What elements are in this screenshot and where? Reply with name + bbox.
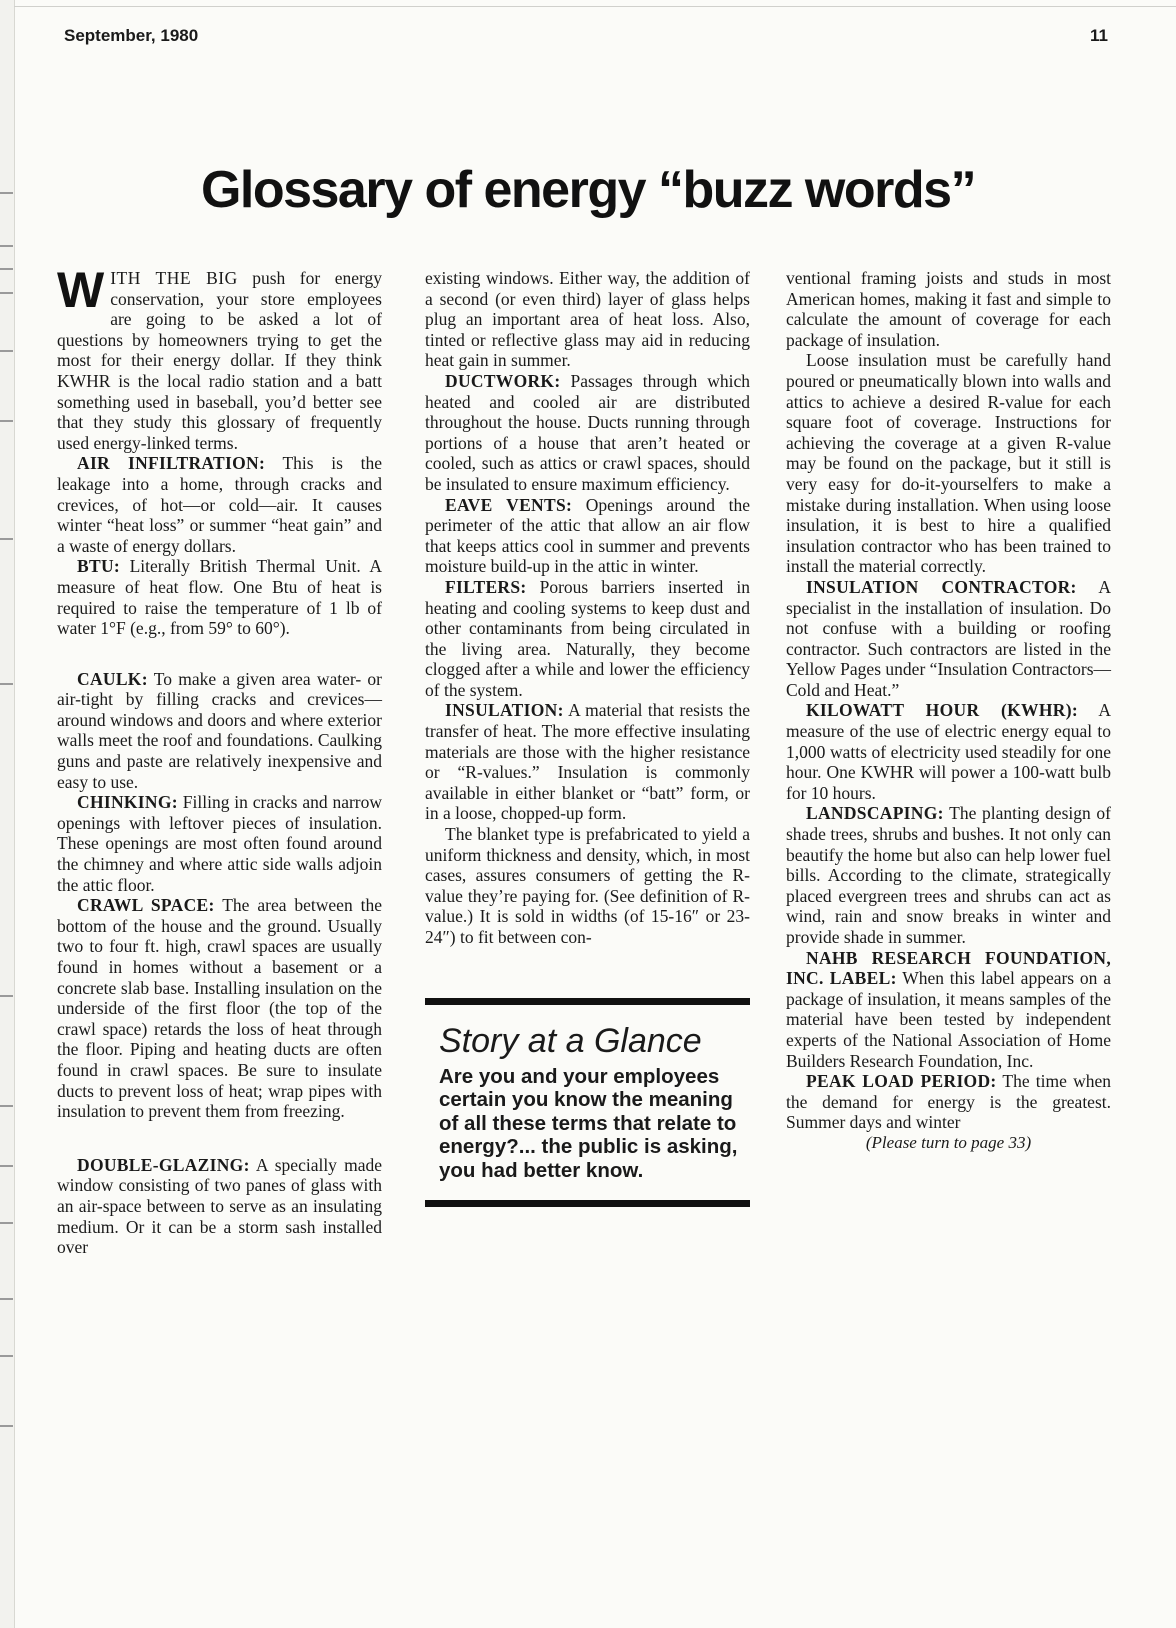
glossary-definition: The planting design of shade trees, shrubs and bushes. It not only can beautify the home but also can help lower fuel bills. According to the climate, strategically placed evergreen trees and shrubs can act as wind, rain and snow breaks in winter and provide shade in summer. <box>786 803 1111 947</box>
glossary-term: BTU: <box>77 556 121 577</box>
glossary-entry-eave-vents <box>425 495 750 577</box>
glossary-definition: Openings around the perimeter of the attic that allow an air flow that keeps attics cool in summer and prevents moisture build-up in the attic in winter. <box>425 494 750 577</box>
column-2 <box>425 268 750 1207</box>
continued-on-page-note: (Please turn to page 33) <box>865 1132 1032 1152</box>
column-3 <box>786 268 1111 1154</box>
glossary-definition: To make a given area water- or air-tight by filling cracks and crevices—around windows and doors and where exterior walls meet the roof and foundations. Caulking guns and paste are relatively inexpensive and easy to use. <box>57 668 382 792</box>
glossary-entry-filters <box>425 577 750 701</box>
insulation-paragraph-2: The blanket type is prefabricated to yield a uniform thickness and density, which, in most cases, assures consumers of getting the R-value they’re paying for. (See definition of R-value.) It is sold in widths (of 15-16″ or 23-24″) to fit between con- <box>425 824 750 947</box>
intro-lead: ITH THE BIG <box>110 268 238 288</box>
intro-paragraph <box>57 262 382 453</box>
glossary-term: INSULATION: <box>445 700 564 721</box>
story-box-body: Are you and your employees certain you know the meaning of all these terms that relate to energy?... the public is asking, you had better know. <box>439 1064 738 1182</box>
glossary-term: CRAWL SPACE: <box>77 895 215 916</box>
glossary-entry-ductwork <box>425 371 750 495</box>
glossary-definition: When this label appears on a package of insulation, it means samples of the material have been tested by independent experts of the National Association of Home Builders Research Foundation, Inc. <box>786 968 1111 1071</box>
glossary-term: LANDSCAPING: <box>806 803 944 824</box>
glossary-term: FILTERS: <box>445 576 527 597</box>
glossary-entry-insulation-contractor <box>786 577 1111 701</box>
story-box-title: Story at a Glance <box>439 1021 702 1060</box>
glossary-definition: A specially made window consisting of two panes of glass with an air-space between to serve as an insulating medium. Or it can be a storm sash installed over <box>57 1154 382 1258</box>
glossary-term: AIR INFILTRATION: <box>77 453 266 474</box>
glossary-definition: Porous barriers inserted in heating and cooling systems to keep dust and other contaminants from being circulated in the living area. Naturally, they become clogged after a while and lower the efficiency of the system. <box>425 576 750 700</box>
glossary-entry-insulation <box>425 700 750 824</box>
intro-text: push for energy conservation, your store employees are going to be asked a lot of questions by homeowners trying to get the most for their energy dollar. If they think KWHR is the local radio station and a batt something used in baseball, you’d better see that they study this glossary of frequently used energy-linked terms. <box>57 268 382 453</box>
continued-paragraph: ventional framing joists and studs in most American homes, making it fast and simple to calculate the amount of coverage for each package of insulation. <box>786 268 1111 350</box>
glossary-term: DUCTWORK: <box>445 370 561 391</box>
glossary-term: CHINKING: <box>77 792 178 813</box>
story-at-a-glance-box <box>425 998 750 1208</box>
glossary-definition: A specialist in the installation of insulation. Do not confuse with a building or roofing contractor. Such contractors are listed in the Yellow Pages under “Insulation Contractors—Cold and Heat.” <box>786 576 1111 700</box>
page-title: Glossary of energy “buzz words” <box>200 160 976 219</box>
glossary-term: DOUBLE-GLAZING: <box>77 1154 250 1175</box>
glossary-entry-chinking <box>57 792 382 895</box>
glossary-term: PEAK LOAD PERIOD: <box>806 1071 997 1092</box>
glossary-definition: Filling in cracks and narrow openings with leftover pieces of insulation. These openings are most often found around the chimney and where attic side walls adjoin the attic floor. <box>57 792 382 895</box>
continued-paragraph: existing windows. Either way, the addition of a second (or even third) layer of glass helps plug an important area of heat loss. Also, tinted or reflective glass may aid in reducing heat gain in summer. <box>425 268 750 371</box>
page-number: 11 <box>1090 26 1108 45</box>
glossary-entry-caulk <box>57 669 382 793</box>
drop-cap: W <box>57 262 105 318</box>
glossary-entry-peak-load-period <box>786 1071 1111 1133</box>
glossary-definition: Passages through which heated and cooled air are distributed throughout the house. Ducts running through portions of a house that aren’t heated or cooled, such as attics or crawl spaces, should be insulated to ensure maximum efficiency. <box>425 370 750 494</box>
glossary-term: CAULK: <box>77 668 148 689</box>
glossary-term: EAVE VENTS: <box>445 494 573 515</box>
glossary-entry-crawl-space <box>57 895 382 1122</box>
glossary-definition: A material that resists the transfer of heat. The more effective insulating materials are those with the higher resistance or “R-values.” Insulation is commonly available in either blanket or “batt” form, or in a loose, chopped-up form. <box>425 700 750 824</box>
top-rule <box>14 6 1176 7</box>
glossary-definition: Literally British Thermal Unit. A measure of heat flow. One Btu of heat is required to raise the temperature of 1 lb of water 1°F (e.g., from 59° to 60°). <box>57 556 382 639</box>
column-1 <box>57 262 382 1258</box>
glossary-term: INSULATION CONTRACTOR: <box>806 576 1077 597</box>
loose-insulation-paragraph: Loose insulation must be carefully hand poured or pneumatically blown into walls and attics to achieve a desired R-value for each square foot of coverage. Instructions for achieving the coverage at a given R-value may be found on the package, but it still is very easy for do-it-yourselfers to make a mistake during installation. When using loose insulation, it is best to hire a qualified insulation contractor who has been trained to install the material correctly. <box>786 350 1111 577</box>
glossary-definition: This is the leakage into a home, through cracks and crevices, of hot—or cold—air. It causes winter “heat loss” or summer “heat gain” and a waste of energy dollars. <box>57 453 382 556</box>
glossary-term: KILOWATT HOUR (KWHR): <box>806 700 1078 721</box>
issue-date: September, 1980 <box>64 26 199 45</box>
binding-edge <box>0 0 15 1628</box>
glossary-entry-btu <box>57 556 382 638</box>
glossary-entry-nahb-label <box>786 948 1111 1072</box>
glossary-definition: The area between the bottom of the house and the ground. Usually two to four ft. high, crawl spaces are usually found in homes without a basement or a concrete slab base. Installing insulation on the underside of the first floor (the top of the crawl space) retards the loss of heat through the floor. Piping and heating ducts are often found in crawl spaces. Be sure to insulate ducts to prevent loss of heat; wrap pipes with insulation to prevent them from freezing. <box>57 895 382 1122</box>
glossary-entry-double-glazing <box>57 1155 382 1258</box>
glossary-term: NAHB RESEARCH FOUNDATION, INC. LABEL: <box>786 947 1111 989</box>
glossary-definition: A measure of the use of electric energy equal to 1,000 watts of electricity used steadily for one hour. One KWHR will power a 100-watt bulb for 10 hours. <box>786 700 1111 803</box>
glossary-entry-landscaping <box>786 803 1111 947</box>
glossary-entry-kilowatt-hour <box>786 700 1111 803</box>
glossary-entry-air-infiltration <box>57 453 382 556</box>
glossary-definition: The time when the demand for energy is the greatest. Summer days and winter <box>786 1071 1111 1133</box>
